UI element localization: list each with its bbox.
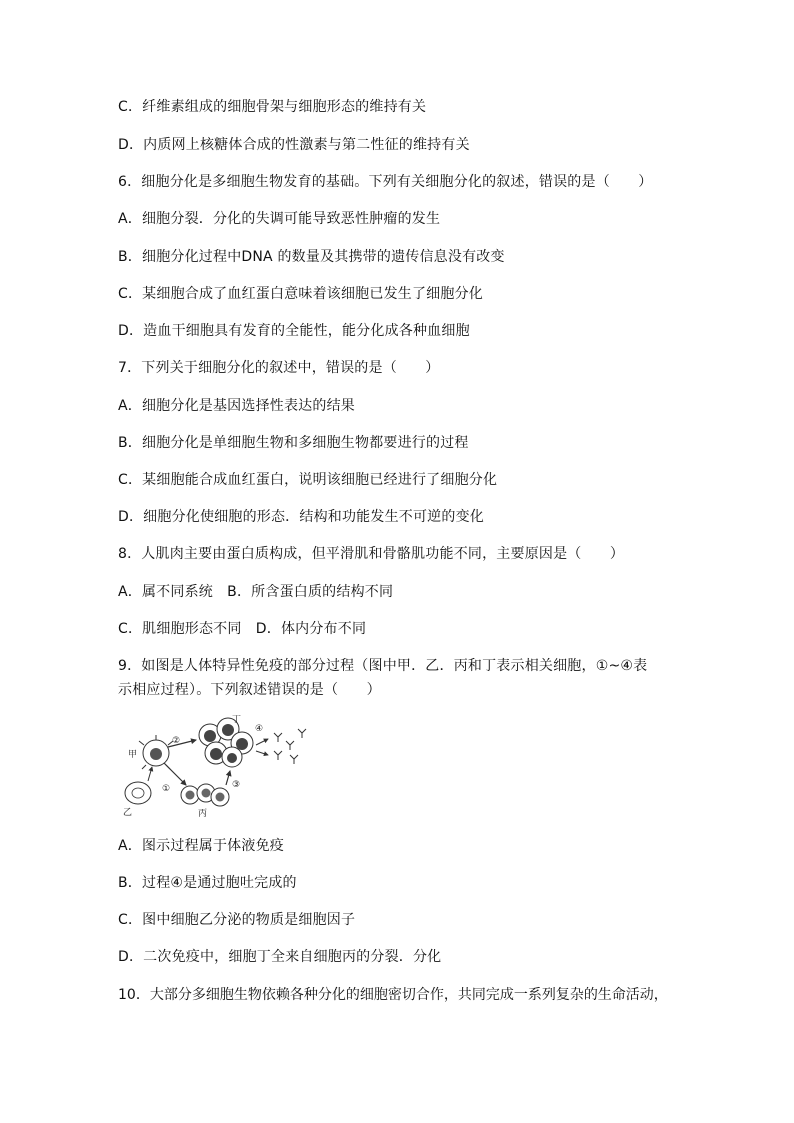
option-7b: B．细胞分化是单细胞生物和多细胞生物都要进行的过程 — [118, 435, 469, 451]
option-9c: C．图中细胞乙分泌的物质是细胞因子 — [118, 912, 356, 928]
option-8cd: C．肌细胞形态不同 D．体内分布不同 — [118, 621, 367, 637]
label-bing: 丙 — [198, 809, 208, 819]
question-10: 10．大部分多细胞生物依赖各种分化的细胞密切合作，共同完成一系列复杂的生命活动， — [118, 987, 668, 1003]
option-8ab: A．属不同系统 B．所含蛋白质的结构不同 — [118, 584, 394, 600]
immune-process-figure — [118, 715, 308, 820]
antibody-icon — [274, 733, 282, 742]
option-6d: D．造血干细胞具有发育的全能性，能分化成各种血细胞 — [118, 323, 470, 339]
question-8: 8．人肌肉主要由蛋白质构成，但平滑肌和骨骼肌功能不同，主要原因是（ ） — [118, 546, 625, 562]
label-yi: 乙 — [123, 808, 133, 818]
question-9-line1: 9．如图是人体特异性免疫的部分过程（图中甲．乙．丙和丁表示相关细胞，①~④表 — [118, 658, 648, 674]
option-6c: C．某细胞合成了血红蛋白意味着该细胞已发生了细胞分化 — [118, 286, 483, 302]
label-ding: 丁 — [232, 715, 242, 725]
label-jia: 甲 — [128, 750, 138, 760]
question-9-line2: 示相应过程）。下列叙述错误的是（ ） — [118, 682, 381, 698]
label-step2: ② — [172, 736, 181, 746]
option-9a: A．图示过程属于体液免疫 — [118, 838, 284, 854]
label-step3: ③ — [232, 780, 241, 790]
option-5d: D．内质网上核糖体合成的性激素与第二性征的维持有关 — [118, 137, 470, 153]
cell-jia-nucleus — [150, 748, 162, 760]
option-7a: A．细胞分化是基因选择性表达的结果 — [118, 398, 355, 414]
label-step4: ④ — [255, 724, 264, 734]
immune-diagram — [118, 715, 308, 820]
option-6b: B．细胞分化过程中DNA 的数量及其携带的遗传信息没有改变 — [118, 249, 505, 265]
option-6a: A．细胞分裂．分化的失调可能导致恶性肿瘤的发生 — [118, 211, 441, 227]
option-9b: B．过程④是通过胞吐完成的 — [118, 875, 297, 891]
question-6: 6．细胞分化是多细胞生物发育的基础。下列有关细胞分化的叙述，错误的是（ ） — [118, 174, 653, 190]
option-7d: D．细胞分化使细胞的形态．结构和功能发生不可逆的变化 — [118, 509, 484, 525]
option-5c: C．纤维素组成的细胞骨架与细胞形态的维持有关 — [118, 99, 427, 115]
question-7: 7．下列关于细胞分化的叙述中，错误的是（ ） — [118, 360, 440, 376]
option-7c: C．某细胞能合成血红蛋白，说明该细胞已经进行了细胞分化 — [118, 472, 498, 488]
option-9d: D．二次免疫中，细胞丁全来自细胞丙的分裂．分化 — [118, 949, 442, 965]
label-step1: ① — [162, 784, 171, 794]
